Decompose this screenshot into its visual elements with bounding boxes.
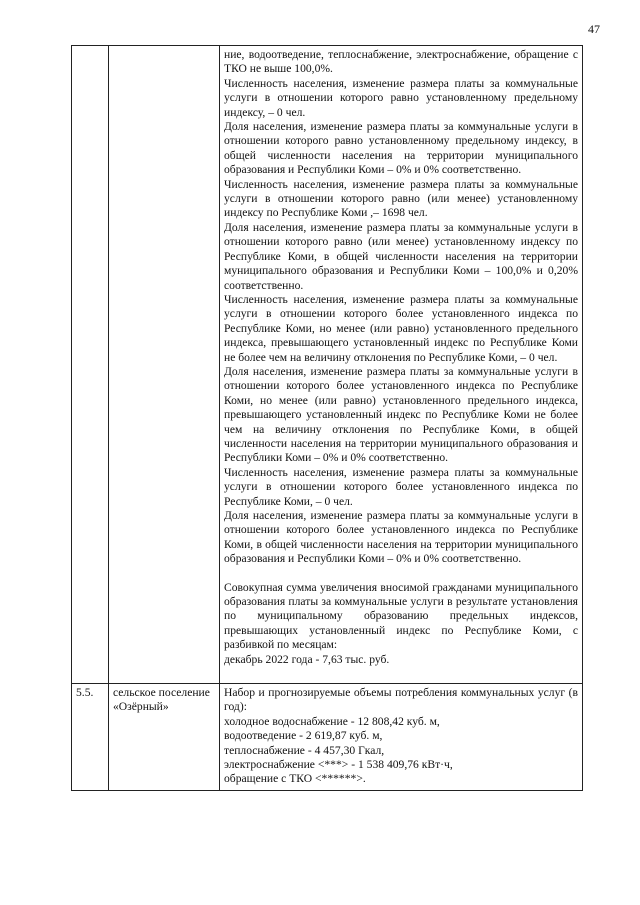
- row-number-cell: 5.5.: [72, 684, 109, 791]
- consumption-item: водоотведение - 2 619,87 куб. м,: [224, 729, 383, 743]
- paragraph: Численность населения, изменение размера платы за коммунальные услуги в отношении которого равно (или менее) установленному индексу по Республике Коми ,– 1698 чел.: [224, 177, 578, 220]
- paragraph: Численность населения, изменение размера платы за коммунальные услуги в отношении которого более установленного индекса по Республике Коми, но менее (или равно) установленного предельного индекса, превышающего установленный индекс по Республике Коми не более чем на величину отклонения по Республике Коми, – 0 чел.: [224, 292, 578, 364]
- summary-paragraph: Совокупная сумма увеличения вносимой гражданами муниципального образования платы за коммунальные услуги в результате установления по муниципальному образованию предельных индексов, превышающих установленный индекс по Республике Коми, с разбивкой по месяцам:: [224, 580, 578, 652]
- municipality-cell: сельское поселение «Озёрный»: [109, 684, 220, 791]
- paragraph: Доля населения, изменение размера платы за коммунальные услуги в отношении которого равно (или менее) установленному индексу по Республике Коми, в общей численности населения на территории муниципального образования и Республики Коми – 100,0% и 0,20% соответственно.: [224, 220, 578, 292]
- table-row-continued: [72, 46, 583, 684]
- consumption-item: обращение с ТКО <******>.: [224, 772, 366, 786]
- paragraph: Доля населения, изменение размера платы за коммунальные услуги в отношении которого более установленного индекса по Республике Коми, но менее (или равно) установленного предельного индекса, превышающего установленный индекс по Республике Коми не более чем на величину отклонения по Республике Коми, в общей численности населения на территории муниципального образования и Республики Коми – 0% и 0% соответственно.: [224, 364, 578, 465]
- summary-line: декабрь 2022 года - 7,63 тыс. руб.: [224, 652, 390, 666]
- municipality-cell: [109, 46, 220, 684]
- paragraph-gap: [224, 567, 578, 581]
- indicator-text-cell: [220, 46, 583, 684]
- table-row-5-5: [72, 684, 583, 791]
- paragraph: Доля населения, изменение размера платы за коммунальные услуги в отношении которого более установленного индекса по Республике Коми, в общей численности населения на территории муниципального образования и Республики Коми – 0% и 0% соответственно.: [224, 509, 578, 566]
- consumption-item: холодное водоснабжение - 12 808,42 куб. м,: [224, 714, 440, 728]
- consumption-item: электроснабжение <***> - 1 538 409,76 кВт·ч,: [224, 758, 453, 772]
- paragraph: Численность населения, изменение размера платы за коммунальные услуги в отношении которого равно установленному предельному индексу, – 0 чел.: [224, 76, 578, 119]
- paragraph: ние, водоотведение, теплоснабжение, электроснабжение, обращение с ТКО не выше 100,0%.: [224, 48, 578, 76]
- consumption-cell: [220, 684, 583, 791]
- paragraph: Численность населения, изменение размера платы за коммунальные услуги в отношении которого более установленного индекса по Республике Коми, – 0 чел.: [224, 465, 578, 508]
- consumption-intro: Набор и прогнозируемые объемы потребления коммунальных услуг (в год):: [224, 686, 578, 714]
- page-number: 47: [588, 22, 600, 36]
- row-number-cell: [72, 46, 109, 684]
- document-table: [71, 45, 583, 791]
- consumption-item: теплоснабжение - 4 457,30 Гкал,: [224, 743, 385, 757]
- paragraph: Доля населения, изменение размера платы за коммунальные услуги в отношении которого равно установленному предельному индексу, в общей численности населения на территории муниципального образования и Республики Коми – 0% и 0% соответственно.: [224, 120, 578, 177]
